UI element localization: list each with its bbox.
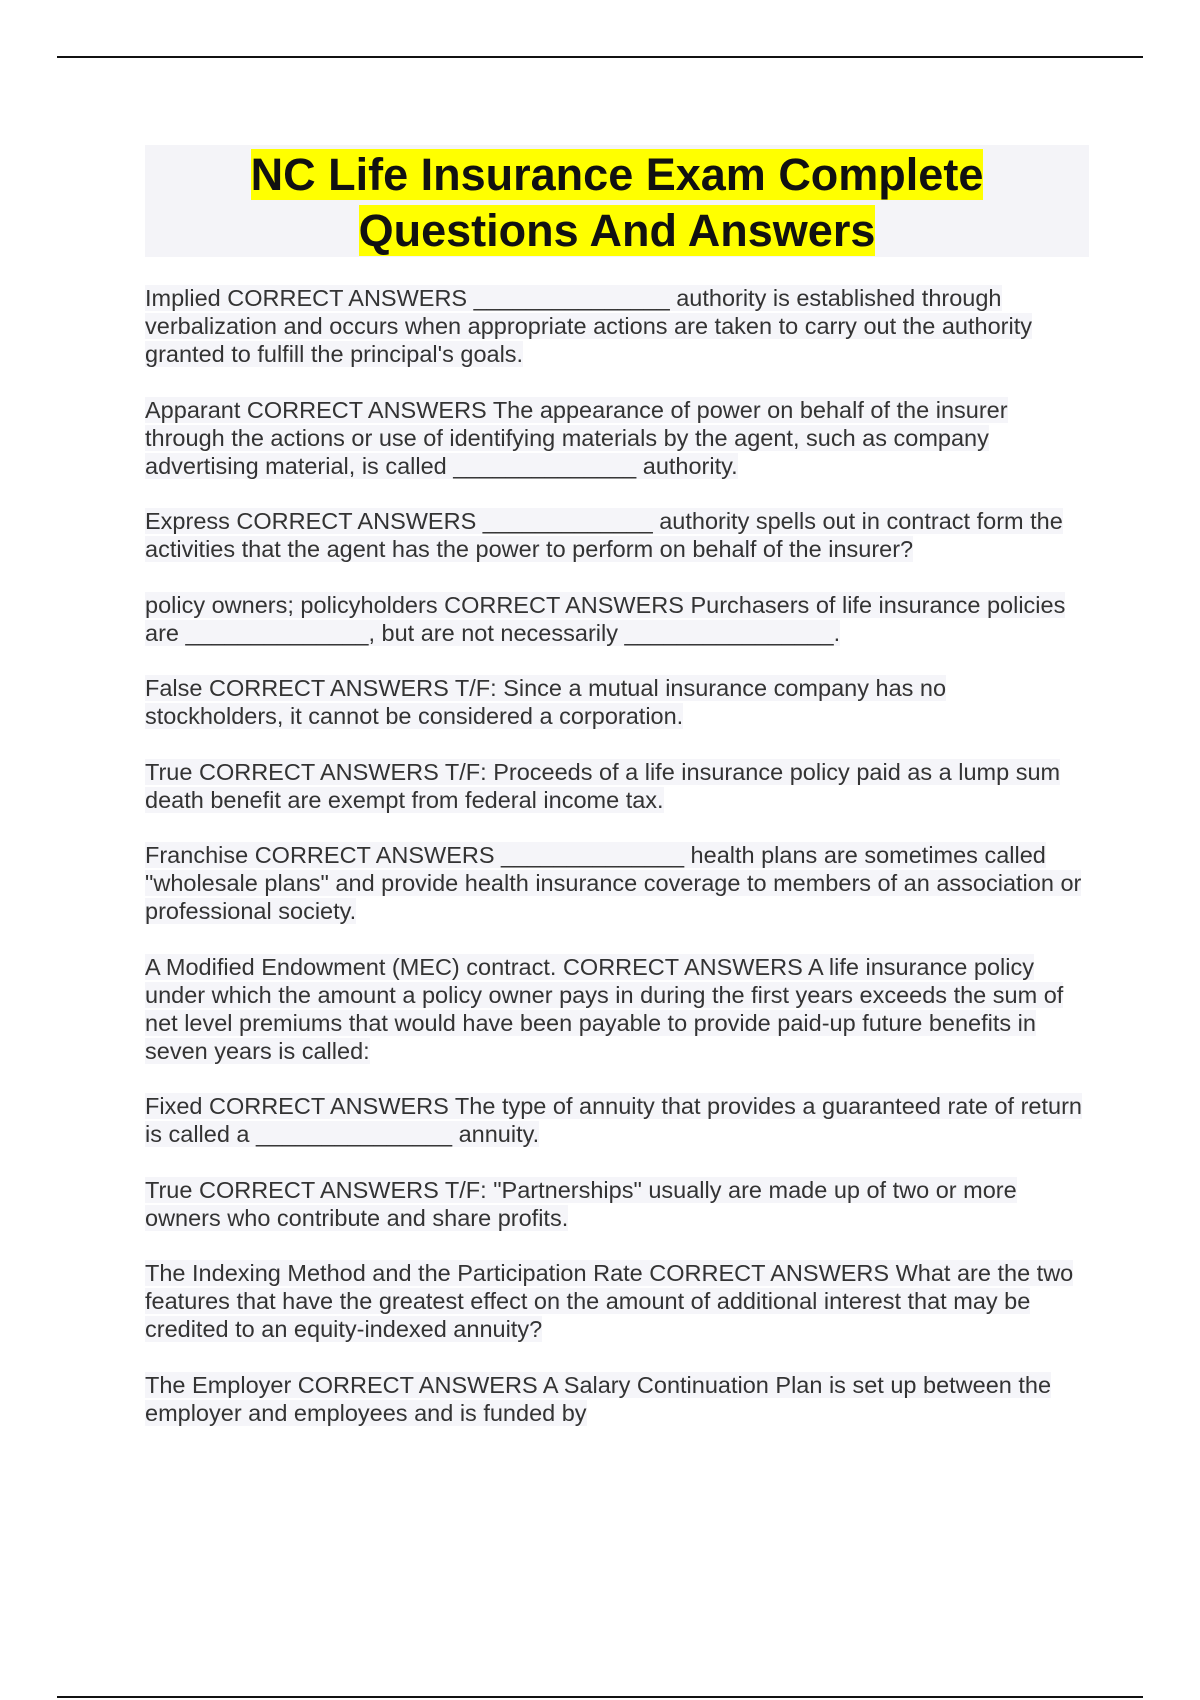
qa-text: Implied CORRECT ANSWERS _______________ authority is established through verbalization and occurs when appropriate actions are taken to carry out the authority granted to fulfill the principal's goals. — [145, 285, 1032, 367]
qa-text: Franchise CORRECT ANSWERS ______________ health plans are sometimes called "wholesale plans" and provide health insurance coverage to members of an association or professional society. — [145, 842, 1082, 924]
qa-text: The Employer CORRECT ANSWERS A Salary Continuation Plan is set up between the employer and employees and is funded by — [145, 1371, 1052, 1426]
qa-text: True CORRECT ANSWERS T/F: Proceeds of a life insurance policy paid as a lump sum death benefit are exempt from federal income tax. — [145, 758, 1061, 813]
qa-text: The Indexing Method and the Participation Rate CORRECT ANSWERS What are the two features that have the greatest effect on the amount of additional interest that may be credited to an equity-indexed annuity? — [145, 1260, 1074, 1342]
qa-text: A Modified Endowment (MEC) contract. CORRECT ANSWERS A life insurance policy under which the amount a policy owner pays in during the first years exceeds the sum of net level premiums that would have been payable to provide paid-up future benefits in seven years is called: — [145, 953, 1064, 1064]
qa-text: Apparant CORRECT ANSWERS The appearance of power on behalf of the insurer through the actions or use of identifying materials by the agent, such as company advertising material, is called ______________ authority. — [145, 396, 1008, 479]
header-rule — [57, 56, 1143, 58]
footer-rule — [57, 1696, 1143, 1698]
title-line-2: Questions And Answers — [358, 205, 876, 256]
qa-item-11 — [145, 1259, 1090, 1343]
qa-item-2 — [145, 396, 1090, 480]
qa-text: Fixed CORRECT ANSWERS The type of annuity that provides a guaranteed rate of return is called a _______________ annuity. — [145, 1093, 1082, 1147]
qa-item-7 — [145, 841, 1090, 925]
qa-text: policy owners; policyholders CORRECT ANSWERS Purchasers of life insurance policies are ______________, but are not necessarily ________________. — [145, 591, 1066, 646]
qa-list — [145, 284, 1090, 1454]
qa-text: Express CORRECT ANSWERS _____________ authority spells out in contract form the activities that the agent has the power to perform on behalf of the insurer? — [145, 508, 1063, 562]
qa-item-9 — [145, 1092, 1090, 1148]
document-title — [145, 145, 1089, 259]
title-line-1: NC Life Insurance Exam Complete — [250, 149, 984, 200]
qa-item-12 — [145, 1371, 1090, 1427]
qa-item-6 — [145, 758, 1090, 814]
title-block — [145, 145, 1089, 257]
qa-text: False CORRECT ANSWERS T/F: Since a mutual insurance company has no stockholders, it cannot be considered a corporation. — [145, 675, 947, 729]
qa-item-8 — [145, 953, 1090, 1065]
qa-item-4 — [145, 591, 1090, 647]
qa-text: True CORRECT ANSWERS T/F: "Partnerships" usually are made up of two or more owners who contribute and share profits. — [145, 1176, 1017, 1231]
qa-item-5 — [145, 674, 1090, 730]
qa-item-1 — [145, 284, 1090, 368]
qa-item-10 — [145, 1176, 1090, 1232]
qa-item-3 — [145, 507, 1090, 563]
